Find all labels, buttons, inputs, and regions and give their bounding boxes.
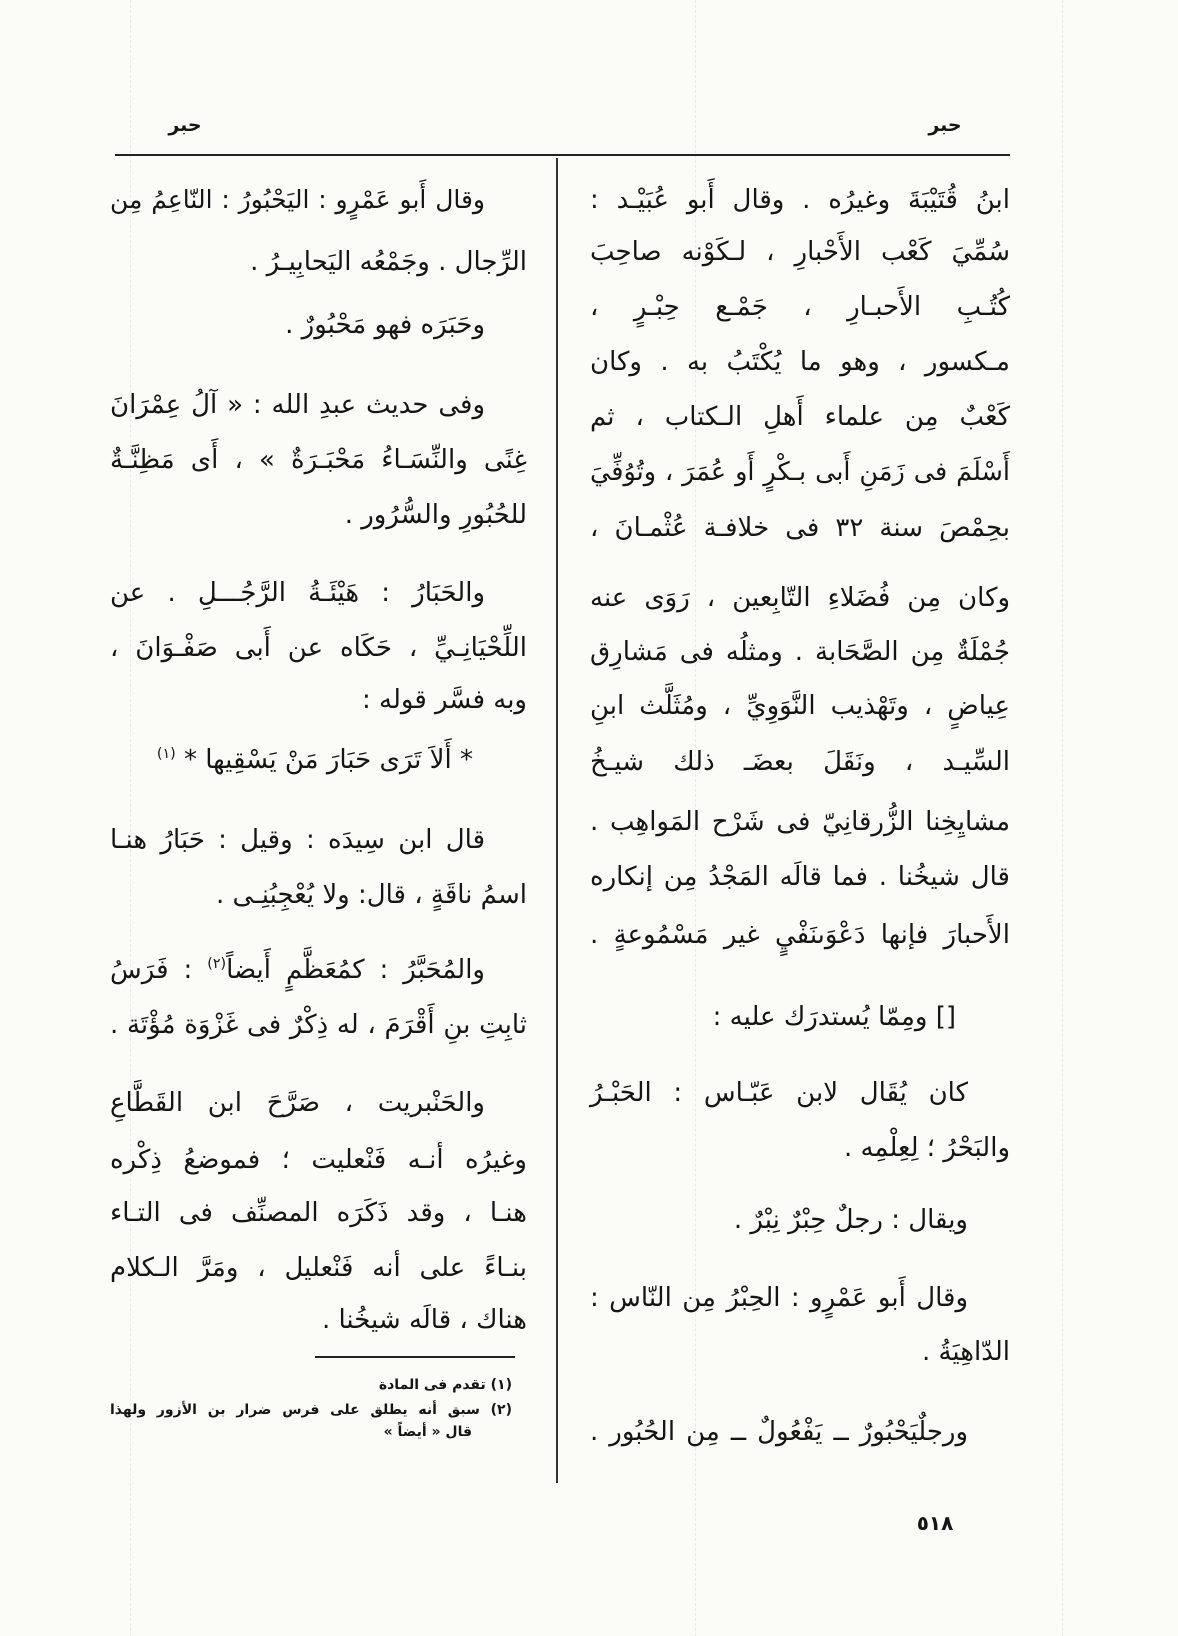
- right-column-line: عِياضٍ ، وتَهْذيب النَّوَوِيِّ ، ومُثَلَّث ابنِ: [590, 691, 1010, 721]
- right-column-line: والبَحْرُ ؛ لِعِلْمِه .: [843, 1133, 1010, 1163]
- footnote-marker: (٢): [207, 956, 227, 972]
- left-column-line: [110, 950, 527, 990]
- left-column-line: وقال أَبو عَمْرٍو : اليَحْبُورُ : النّاعِمُ مِن: [110, 185, 485, 214]
- right-column-line: وقال أَبو عَمْرٍو : الحِبْرُ مِن النّاس :: [590, 1283, 968, 1313]
- left-column-line: بنـاءً على أنه فَنْعليل ، ومَرَّ الـكلام: [110, 1253, 527, 1283]
- left-column-line: والحَنْبريت ، صَرَّحَ ابن القَطَّاعِ: [110, 1088, 485, 1118]
- left-column-line: والحَبَارُ : هَيْئَـةُ الرَّجُـــلِ . عن: [110, 578, 485, 608]
- right-column-line: وكان مِن فُضَلاءِ التّابِعين ، رَوَى عنه: [590, 583, 1010, 613]
- right-column-line: كَعْبٌ مِن علماء أَهلِ الـكتاب ، ثم: [590, 402, 1010, 432]
- running-head-left: حبر: [168, 114, 202, 136]
- left-column-line: اسمُ ناقَةٍ ، قال: ولا يُعْجِبُنِـى .: [215, 880, 527, 910]
- right-column-line: مشايِخِنا الزُّرقانِيّ فى شَرْح المَواهِب .: [590, 807, 1010, 837]
- right-column-line: السِّيـد ، ونَقَلَ بعضَـ ذلك شيـخُ: [590, 747, 1010, 777]
- running-head-right: حبر: [928, 114, 962, 136]
- left-column-line: هنـا ، وقد ذَكَرَه المصنِّف فى التـاء: [110, 1198, 527, 1228]
- right-column-line: قال شيخُنا . فما قالَه المَجْدُ مِن إنكاره: [590, 862, 1010, 892]
- left-column-line: للحُبُورِ والسُّرُور .: [344, 500, 527, 530]
- verse-text: * أَلاَ تَرَى حَبَارَ مَنْ يَسْقِيها *: [175, 745, 473, 775]
- left-column-line: غِنًى والنِّسَـاءُ مَحْبَـرَةٌ » ، أَى مَظِنَّـةٌ: [110, 445, 527, 475]
- right-column-line: كُتُـبِ الأَحبـارِ ، جَمْـع حِبْـرٍ ،: [590, 292, 1010, 322]
- footnote-continuation: قال « أيضاً »: [383, 1424, 472, 1440]
- right-column-line: أَسْلَمَ فى زَمَنِ أَبى بـكْرٍ أَو عُمَرَ ، وتُوُفِّيَ: [590, 457, 1010, 487]
- left-column-line: ثابِتِ بنِ أَقْرَمَ ، له ذِكْرٌ فى غَزْوَة مُؤْتَة .: [110, 1010, 527, 1040]
- right-column-line: ورجلٌيَحْبُورٌ ــ يَفْعُولٌ ــ مِن الحُبُور .: [590, 1417, 968, 1447]
- column-divider: [556, 158, 558, 1483]
- right-column-line: ابنُ قُتَيْبَةَ وغيرُه . وقال أَبو عُبَيْـد :: [590, 185, 1010, 215]
- right-column-line: الأَحبارَ فإنها دَعْوَىنَفْيٍ غير مَسْمُوعةٍ .: [590, 920, 1010, 950]
- right-column-section-marker: [] ومِمّا يُستدرَك عليه :: [712, 1002, 956, 1032]
- scan-guide-line: [1062, 0, 1063, 1636]
- left-column-line: وفى حديث عبدِ الله : « آلُ عِمْرَانَ: [110, 390, 485, 420]
- right-column-line: سُمِّيَ كَعْب الأَحْبارِ ، لـكَوْنه صاحِبَ: [590, 237, 1010, 267]
- line-text: والمُحَبَّرُ : كمُعَظَّمٍ أَيضاً: [226, 955, 485, 985]
- left-column-line: وبه فسَّر قوله :: [362, 685, 527, 715]
- left-column-line: وحَبَرَه فهو مَحْبُورٌ .: [285, 310, 485, 340]
- line-text: : فَرَسُ: [110, 955, 208, 985]
- verse-line: [110, 740, 527, 780]
- left-column-line: اللِّحْيَانِـيِّ ، حَكَاه عن أَبى صَفْـوَانَ ،: [110, 633, 527, 663]
- right-column-line: مـكسور ، وهو ما يُكْتَبُ به . وكان: [590, 347, 1010, 377]
- right-column-line: الدّاهِيَةُ .: [921, 1337, 1010, 1367]
- left-column-line: هناك ، قالَه شيخُنا .: [321, 1305, 527, 1335]
- footnote: (١) تقدم فى المادة: [378, 1377, 512, 1393]
- left-column-line: الرِّجال . وجَمْعُه اليَحابِيـرُ .: [250, 247, 527, 277]
- page-number: ٥١٨: [916, 1511, 954, 1535]
- footnote-marker: (١): [156, 746, 176, 762]
- right-column-line: ويقال : رجلٌ حِبْرٌ نِبْرٌ .: [733, 1205, 968, 1235]
- right-column-line: بحِمْصَ سنة ٣٢ فى خلافـة عُثْمـانَ ،: [590, 513, 1010, 543]
- footnote: (٢) سبق أنه يطلق على فرس ضرار بن الأزور ولهذا: [110, 1402, 512, 1418]
- header-rule: [115, 154, 1010, 156]
- left-column-line: قال ابن سِيدَه : وقيل : حَبَارُ هنـا: [110, 825, 485, 855]
- right-column-line: جُمْلَةٌ مِن الصَّحَابة . ومثلُه فى مَشارِق: [590, 637, 1010, 667]
- left-column-line: وغيرُه أنـه فَنْعليت ؛ فموضعُ ذِكْره: [110, 1145, 527, 1175]
- right-column-line: كان يُقَال لابن عَبّـاس : الحَبْـرُ: [590, 1078, 968, 1108]
- footnote-rule: [315, 1356, 515, 1358]
